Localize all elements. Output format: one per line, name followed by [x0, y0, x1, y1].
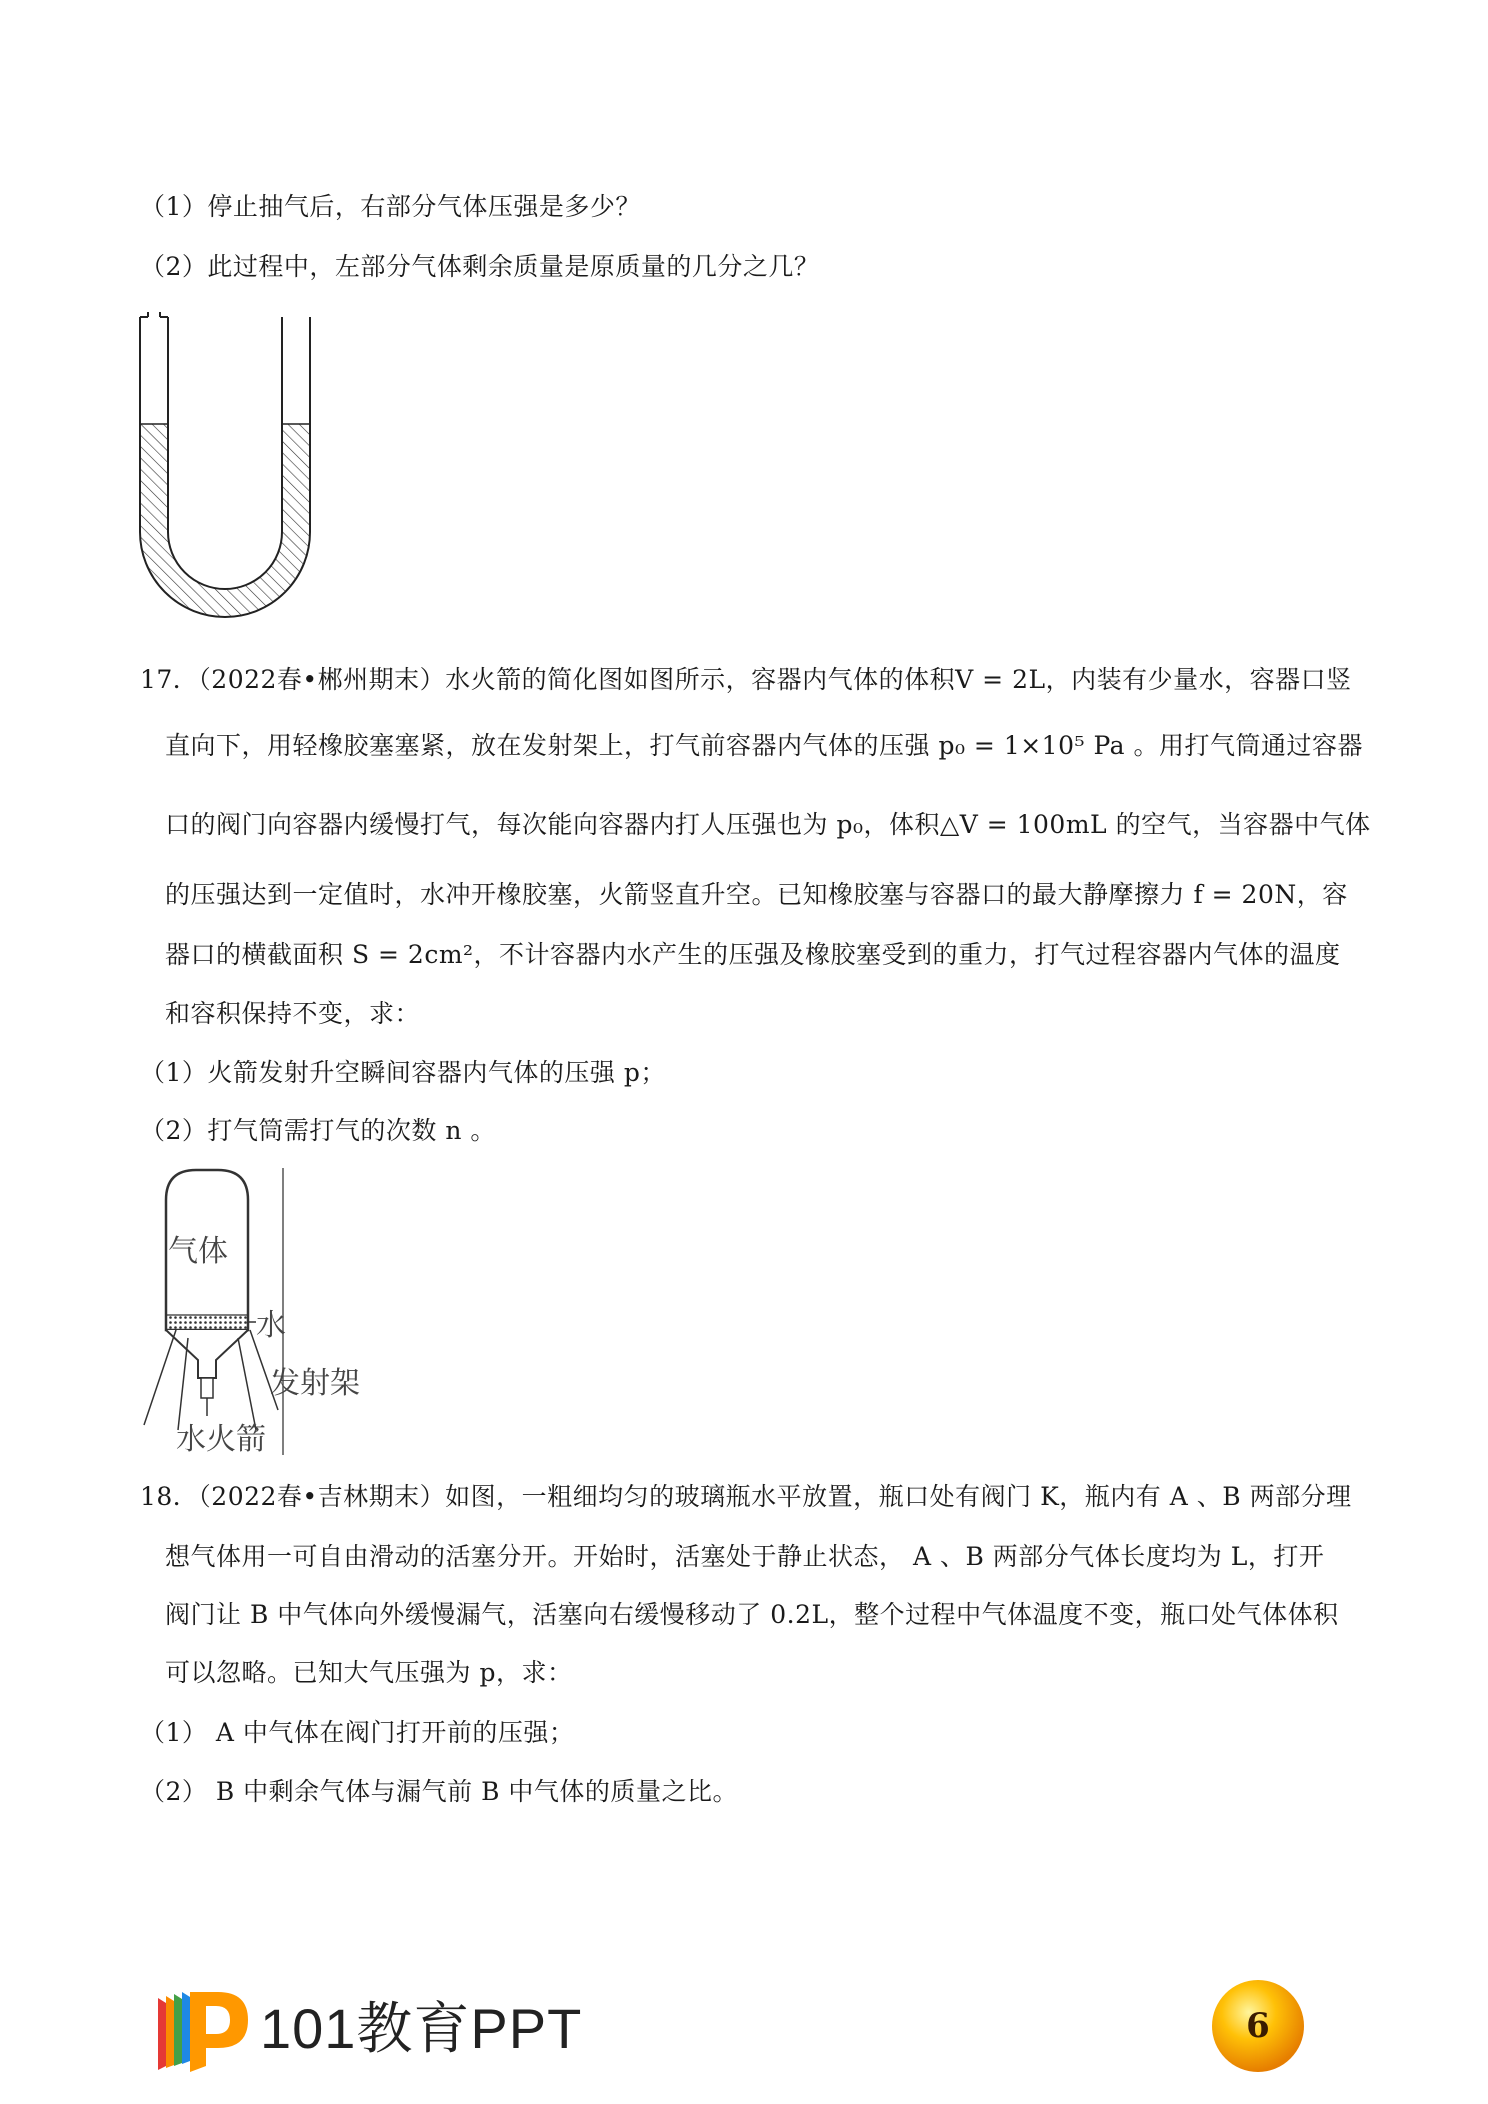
label-gas: 气体	[168, 1234, 228, 1269]
q18-sub1: （1） A 中气体在阀门打开前的压强；	[140, 1718, 575, 1747]
page-number: 6	[1246, 2006, 1270, 2046]
q17-sub2: （2）打气筒需打气的次数 n 。	[140, 1116, 496, 1145]
water-rocket-figure	[138, 1160, 378, 1460]
page-number-badge	[1210, 1978, 1306, 2074]
q17-line1: 17．（2022春•郴州期末）水火箭的简化图如图所示，容器内气体的体积V = 2L，内装有少量水，容器口竖	[140, 665, 1352, 694]
q18-sub2: （2） B 中剩余气体与漏气前 B 中气体的质量之比。	[140, 1777, 738, 1806]
q16-sub1: （1）停止抽气后，右部分气体压强是多少？	[140, 192, 641, 221]
q17-sub1: （1）火箭发射升空瞬间容器内气体的压强 p；	[140, 1058, 666, 1087]
logo-text: 101教育PPT	[260, 1997, 583, 2060]
u-tube-figure	[130, 312, 320, 632]
q17-line3: 口的阀门向容器内缓慢打气，每次能向容器内打人压强也为 p₀，体积△V = 100mL 的空气，当容器中气体	[165, 810, 1371, 839]
q16-sub2: （2）此过程中，左部分气体剩余质量是原质量的几分之几？	[140, 252, 820, 281]
q17-line6: 和容积保持不变，求：	[165, 999, 421, 1028]
q17-line4: 的压强达到一定值时，水冲开橡胶塞，火箭竖直升空。已知橡胶塞与容器口的最大静摩擦力 f = 20N，容	[165, 880, 1348, 909]
q18-line1: 18．（2022春•吉林期末）如图，一粗细均匀的玻璃瓶水平放置，瓶口处有阀门 K，瓶内有 A 、B 两部分理	[140, 1482, 1352, 1511]
q18-line3: 阀门让 B 中气体向外缓慢漏气，活塞向右缓慢移动了 0.2L，整个过程中气体温度不变，瓶口处气体体积	[165, 1600, 1339, 1629]
q17-line5: 器口的横截面积 S = 2cm²，不计容器内水产生的压强及橡胶塞受到的重力，打气过程容器内气体的温度	[165, 940, 1341, 969]
q18-line4: 可以忽略。已知大气压强为 p，求：	[165, 1658, 573, 1687]
label-water: 水	[256, 1308, 286, 1343]
q18-line2: 想气体用一可自由滑动的活塞分开。开始时，活塞处于静止状态， A 、B 两部分气体长度均为 L，打开	[165, 1542, 1325, 1571]
101-logo-icon	[148, 1988, 258, 2078]
label-stand: 发射架	[270, 1366, 360, 1401]
label-rocket: 水火箭	[176, 1422, 266, 1457]
q17-line2: 直向下，用轻橡胶塞塞紧，放在发射架上，打气前容器内气体的压强 p₀ = 1×10⁵ Pa 。用打气筒通过容器	[165, 731, 1363, 760]
